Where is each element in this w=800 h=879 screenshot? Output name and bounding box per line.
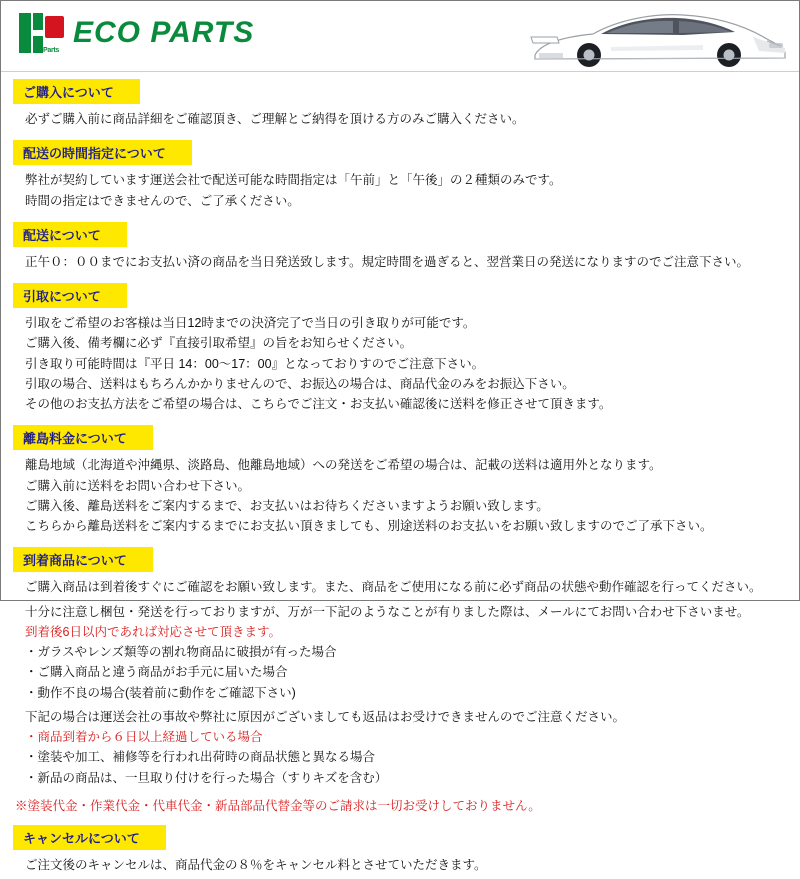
section-line: ご注文後のキャンセルは、商品代金の８％をキャンセル料とさせていただきます。	[25, 858, 487, 872]
section-line: ご購入後、離島送料をご案内するまで、お支払いはお待ちくださいますようお願い致します。	[25, 498, 549, 513]
logo-sub-text: Parts	[43, 47, 60, 54]
section-arrived-goods	[1, 540, 799, 792]
section-line-bullet: ・ ガラスやレンズ類等の割れ物商品に破損が有った場合	[25, 642, 785, 662]
section-body	[1, 313, 799, 416]
section-line: 十分に注意し梱包・発送を行っておりますが、万が一下記のようなことが有りました際は、メールにてお問い合わせ下さいませ。	[25, 604, 750, 619]
important-notice: ※塗装代金・作業代金・代車代金・新品部品代替金等のご請求は一切お受けしておりません。	[15, 798, 541, 813]
section-line-alert-bullet: ・ 商品到着から６日以上経過している場合	[25, 727, 785, 747]
section-line: 引取の場合、送料はもちろんかかりませんので、お振込の場合は、商品代金のみをお振込下さい。	[25, 376, 575, 391]
section-line-alert: 到着後6日以内であれば対応させて頂きます。	[25, 624, 281, 639]
eco-parts-logo-icon	[19, 13, 65, 53]
section-line: 下記の場合は運送会社の事故や弊社に原因がございましても返品はお受けできませんのでご注意ください。	[25, 709, 626, 724]
section-heading: 到着商品について	[13, 547, 153, 572]
section-remote-island-fee	[1, 418, 799, 540]
brand-logo	[19, 13, 254, 53]
section-body	[1, 577, 799, 790]
section-line: 時間の指定はできませんので、ご了承ください。	[25, 193, 300, 208]
section-heading: ご購入について	[13, 79, 140, 104]
section-heading: 配送の時間指定について	[13, 140, 192, 165]
section-heading: キャンセルについて	[13, 825, 166, 850]
section-body	[1, 455, 799, 538]
section-body	[1, 109, 799, 131]
section-line: こちらから離島送料をご案内するまでにお支払い頂きましても、別途送料のお支払いをお願い致しますのでご了承下さい。	[25, 519, 713, 533]
sections-container	[1, 72, 799, 879]
section-line: その他のお支払方法をご希望の場合は、こちらでご注文・お支払い確認後に送料を修正させて頂きます。	[25, 397, 612, 411]
section-purchase	[1, 72, 799, 133]
section-line: ご購入後、備考欄に必ず『直接引取希望』の旨をお知らせください。	[25, 336, 413, 351]
sports-car-image	[523, 3, 793, 69]
section-line: 引取をご希望のお客様は当日12時までの決済完了で当日の引き取りが可能です。	[25, 316, 476, 330]
section-line-bullet: ・ 新品の商品は、一旦取り付けを行った場合（すりキズを含む）	[25, 768, 785, 788]
section-heading: 配送について	[13, 222, 127, 247]
section-line: ご購入前に送料をお問い合わせ下さい。	[25, 478, 251, 493]
section-pickup	[1, 276, 799, 418]
section-body	[1, 855, 799, 877]
section-heading: 引取について	[13, 283, 127, 308]
logo-text: ECO PARTS	[73, 16, 255, 49]
section-delivery-time	[1, 133, 799, 215]
section-line: 離島地域（北海道や沖縄県、淡路島、他離島地域）への発送をご希望の場合は、記載の送料は適用外となります。	[25, 458, 662, 473]
section-line: 弊社が契約しています運送会社で配送可能な時間指定は「午前」と「午後」の２種類のみです。	[25, 173, 562, 188]
section-body	[1, 252, 799, 274]
section-shipping	[1, 215, 799, 276]
section-line: 引き取り可能時間は『平日 14：00〜17：00』となっておりすのでご注意下さい。	[25, 356, 485, 371]
section-line-bullet: ・ 動作不良の場合(装着前に動作をご確認下さい)	[25, 683, 785, 703]
section-line: 必ずご購入前に商品詳細をご確認頂き、ご理解とご納得を頂ける方のみご購入ください。	[25, 112, 525, 126]
section-line: ご購入商品は到着後すぐにご確認をお願い致します。また、商品をご使用になる前に必ず商品の状態や動作確認を行ってください。	[25, 580, 762, 595]
section-line: 正午０：００までにお支払い済の商品を当日発送致します。規定時間を過ぎると、翌営業日の発送になりますのでご注意下さい。	[25, 254, 750, 269]
section-heading: 離島料金について	[13, 425, 153, 450]
page-header	[1, 1, 799, 72]
section-body	[1, 170, 799, 213]
section-line-bullet: ・ ご購入商品と違う商品がお手元に届いた場合	[25, 662, 785, 682]
section-line-bullet: ・ 塗装や加工、補修等を行われ出荷時の商品状態と異なる場合	[25, 747, 785, 767]
section-cancellation	[1, 818, 799, 879]
